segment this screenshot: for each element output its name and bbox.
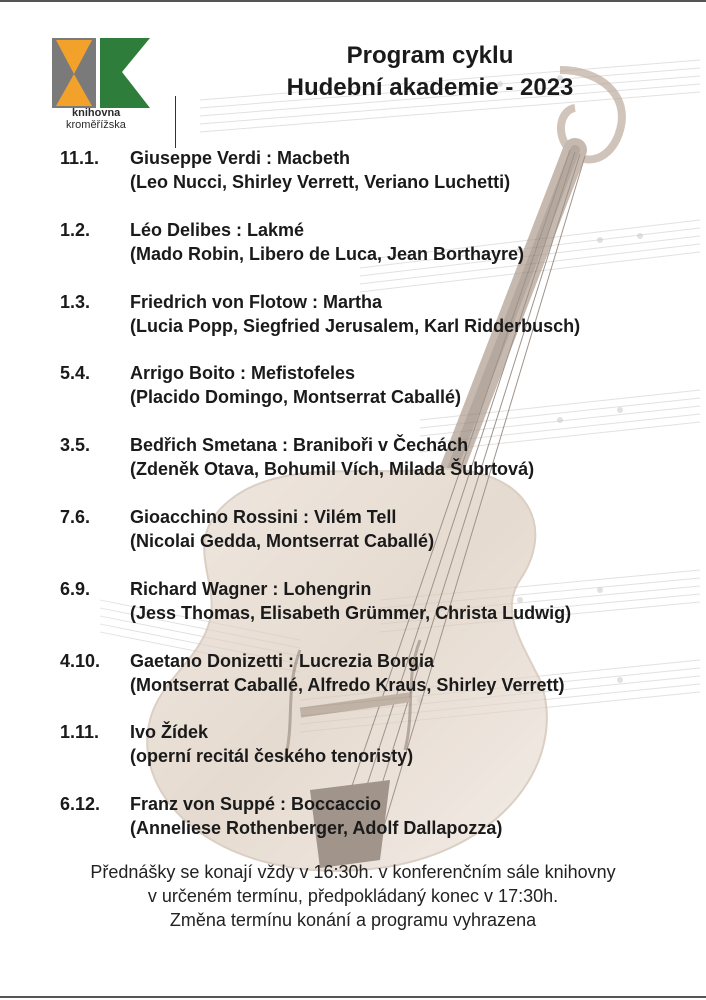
entry-date: 5.4. <box>60 363 91 384</box>
entry-cast: (Leo Nucci, Shirley Verrett, Veriano Luchetti) <box>130 172 511 192</box>
program-entry <box>60 433 700 505</box>
program-entry <box>60 505 700 577</box>
entry-cast: (Montserrat Caballé, Alfredo Kraus, Shirley Verrett) <box>130 674 565 695</box>
entry-cast: (Mado Robin, Libero de Luca, Jean Borthayre) <box>130 243 525 264</box>
program-entry <box>60 290 700 362</box>
entry-date: 3.5. <box>60 435 91 456</box>
entry-date: 1.3. <box>60 291 91 312</box>
entry-work: Giuseppe Verdi : Macbeth <box>130 148 351 168</box>
entry-work: Ivo Žídek <box>130 722 209 743</box>
entry-date: 1.2. <box>60 219 91 240</box>
footer-line-3: Změna termínu konání a programu vyhrazena <box>169 910 537 930</box>
entry-work: Arrigo Boito : Mefistofeles <box>130 363 356 384</box>
entry-date: 6.9. <box>60 578 91 599</box>
logo-text-knihovna: knihovna <box>72 107 121 119</box>
footer-note <box>20 860 686 932</box>
entry-cast: (Placido Domingo, Montserrat Caballé) <box>130 387 462 408</box>
footer-line-1: Přednášky se konají vždy v 16:30h. v konferenčním sále knihovny <box>90 862 616 882</box>
page-title <box>230 40 630 104</box>
entry-date: 6.12. <box>60 794 101 815</box>
program-entry <box>60 792 700 864</box>
program-entry <box>60 218 700 290</box>
entry-work: Friedrich von Flotow : Martha <box>130 291 383 312</box>
entry-date: 1.11. <box>60 722 100 743</box>
footer-line-2: v určeném termínu, předpokládaný konec v 17:30h. <box>147 886 559 906</box>
program-entry <box>60 720 700 792</box>
program-entry <box>60 649 700 721</box>
entry-cast: (operní recitál českého tenoristy) <box>130 746 414 767</box>
entry-work: Gioacchino Rossini : Vilém Tell <box>130 506 397 527</box>
title-line-2: Hudební akademie - 2023 <box>286 74 574 101</box>
program-entry <box>60 361 700 433</box>
entry-work: Bedřich Smetana : Braniboři v Čechách <box>130 435 469 456</box>
entry-cast: (Jess Thomas, Elisabeth Grümmer, Christa Ludwig) <box>130 602 572 623</box>
logo-green-shape <box>100 38 150 108</box>
entry-work: Franz von Suppé : Boccaccio <box>130 794 382 815</box>
entry-work: Richard Wagner : Lohengrin <box>130 578 372 599</box>
entry-cast: (Anneliese Rothenberger, Adolf Dallapozza) <box>130 818 503 839</box>
logo-text-kromerizska: kroměřížska <box>66 119 126 131</box>
entry-work: Léo Delibes : Lakmé <box>130 219 305 240</box>
entry-work: Gaetano Donizetti : Lucrezia Borgia <box>130 650 435 671</box>
entry-date: 11.1. <box>60 148 100 168</box>
program-entry <box>60 146 700 218</box>
entry-cast: (Zdeněk Otava, Bohumil Vích, Milada Šubrtová) <box>130 459 535 480</box>
logo-divider <box>175 96 176 148</box>
program-list <box>60 146 700 864</box>
entry-cast: (Lucia Popp, Siegfried Jerusalem, Karl Ridderbusch) <box>130 315 581 336</box>
entry-cast: (Nicolai Gedda, Montserrat Caballé) <box>130 530 435 551</box>
program-entry <box>60 577 700 649</box>
bottom-border <box>0 996 706 998</box>
entry-date: 4.10. <box>60 650 101 671</box>
title-line-1: Program cyklu <box>346 42 514 69</box>
entry-date: 7.6. <box>60 506 91 527</box>
